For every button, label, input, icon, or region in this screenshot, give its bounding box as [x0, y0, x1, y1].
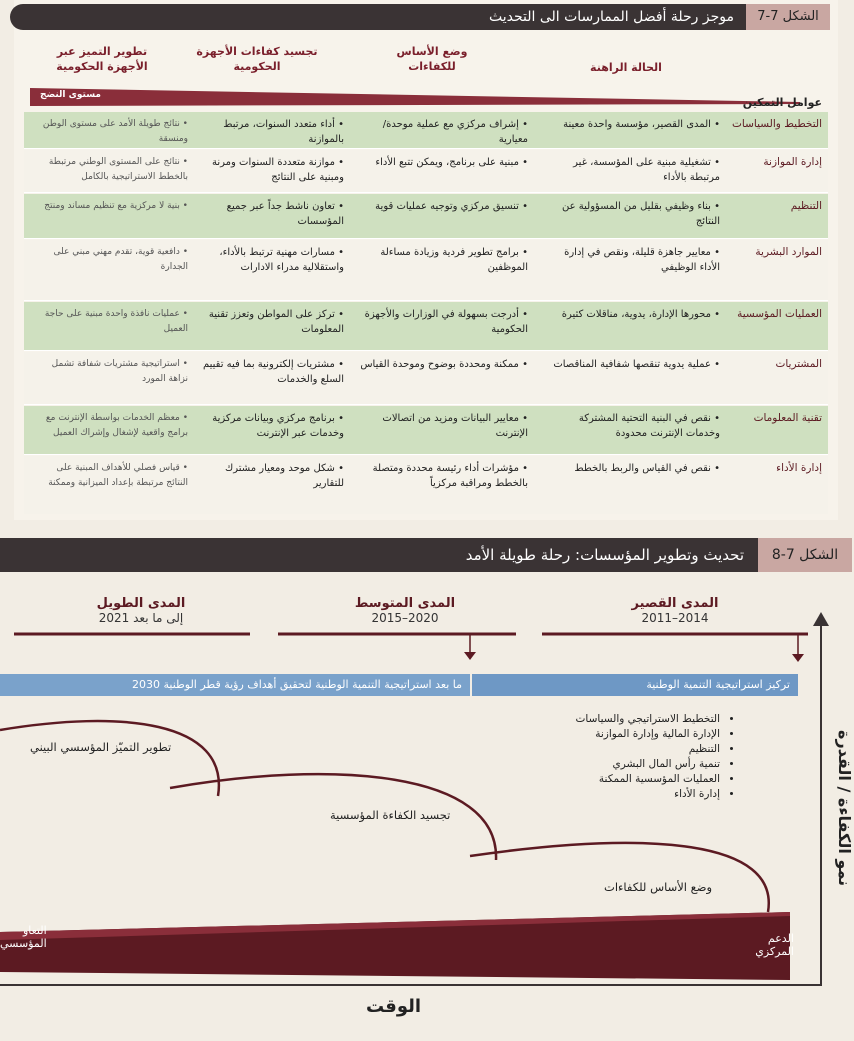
term-medium-title: المدى المتوسط [354, 596, 456, 611]
row-label: التخطيط والسياسات [732, 118, 822, 130]
x-axis [0, 984, 822, 986]
table-cell: • تعاون ناشط جداً عبر جميع المؤسسات [226, 201, 344, 227]
term-medium-years: 2020–2015 [371, 611, 439, 625]
focus-item: • إدارة الأداء [576, 787, 721, 802]
row-divider [24, 454, 828, 455]
figure-7-8-title: تحديث وتطوير المؤسسات: رحلة طويلة الأمد [465, 546, 744, 564]
table-cell: • استراتيجية مشتريات شفافة تشمل نزاهة المورد [51, 359, 188, 384]
table-cell: • موازنة متعددة السنوات ومرنة ومبنية على النتائج [212, 157, 344, 183]
table-row [24, 456, 828, 514]
table-cell: • نتائج على المستوى الوطني مرتبطة بالخطط الاستراتيجية بالكامل [48, 157, 188, 182]
table-cell: • برنامج مركزي وبيانات مركزية وخدمات عبر الإنترنت [212, 413, 344, 439]
table-cell: • عملية يدوية تنقصها شفافية المناقصات [553, 359, 720, 370]
column-header-foundation: وضع الأساس للكفاءات [396, 45, 468, 73]
table-row [24, 150, 828, 192]
term-short-years: 2014–2011 [641, 611, 709, 625]
y-axis-label: نمو الكفاءة / القدرة [835, 730, 854, 887]
table-cell: • ممكنة ومحددة بوضوح وموحدة القياس [360, 359, 528, 370]
table-cell: • برامج تطوير فردية وزيادة مساءلة الموظفين [380, 247, 528, 273]
table-cell: • محورها الإدارة، يدوية، مناقلات كثيرة [561, 309, 720, 320]
focus-item: • التخطيط الاستراتيجي والسياسات [576, 712, 721, 727]
row-label: التنظيم [790, 200, 822, 212]
table-cell: • قياس فصلي للأهداف المبنية على النتائج مرتبطة بإعداد الميزانية وممكنة [48, 463, 188, 488]
table-cell: • دافعية قوية، تقدم مهني مبني على الجدارة [53, 247, 188, 272]
column-header-embodying: تجسيد كفاءات الأجهزة الحكومية [196, 45, 318, 73]
table-cell: • معايير البيانات ومزيد من اتصالات الإنترنت [382, 413, 528, 439]
x-axis-label: الوقت [366, 996, 422, 1017]
row-divider [24, 300, 828, 301]
focus-item: • العمليات المؤسسية الممكنة [576, 772, 721, 787]
table-cell: • مؤشرات أداء رئيسة محددة ومتصلة بالخطط ومراقبة مركزياً [372, 463, 528, 489]
table-cell: • عمليات نافذة واحدة مبنية على حاجة العميل [44, 309, 188, 334]
table-cell: • المدى القصير، مؤسسة واحدة معينة [563, 119, 720, 130]
table-cell: • نقص في القياس والربط بالخطط [574, 463, 720, 474]
table-cell: • معايير جاهزة قليلة، ونقص في إدارة الأداء الوظيفي [564, 247, 720, 273]
term-long-years: إلى ما بعد 2021 [98, 611, 184, 625]
institutional-cooperation-label: التعاو المؤسسي [0, 924, 47, 950]
maturity-label: مستوى النضج [40, 90, 101, 100]
y-axis-arrow-icon [813, 612, 829, 626]
table-cell: • مشتريات إلكترونية بما فيه تقييم السلع والخدمات [202, 359, 344, 385]
term-long-title: المدى الطويل [96, 596, 186, 611]
row-divider [24, 350, 828, 351]
row-label: الموارد البشرية [755, 246, 822, 258]
curve-excellence-label: تطوير التميّز المؤسسي البيني [30, 740, 172, 754]
table-cell: • أدرجت بسهولة في الوزارات والأجهزة الحكومية [364, 309, 528, 335]
row-divider [24, 238, 828, 239]
row-label: المشتريات [775, 358, 822, 370]
column-header-current: الحالة الراهنة [590, 61, 662, 74]
row-label: العمليات المؤسسية [737, 308, 822, 320]
table-row [24, 406, 828, 454]
table-cell: • تنسيق مركزي وتوجيه عمليات قوية [375, 201, 528, 212]
figure-7-8-tag: الشكل 7-8 [758, 538, 852, 572]
table-row [24, 240, 828, 300]
central-support-label: الدعم المركزي [755, 932, 794, 958]
row-divider [24, 192, 828, 193]
table-cell: • نقص في البنية التحتية المشتركة وخدمات الإنترنت محدودة [578, 413, 720, 439]
table-cell: • شكل موحد ومعيار مشترك للتقارير [225, 463, 344, 489]
focus-item: • التنظيم [576, 742, 721, 757]
row-label: تقنية المعلومات [753, 412, 822, 424]
row-label: إدارة الأداء [776, 462, 822, 474]
table-cell: • معظم الخدمات بواسطة الإنترنت مع برامج واقعية لإشغال وإشراك العميل [45, 413, 188, 438]
column-header-excellence: تطوير التميز عبر الأجهزة الحكومية [56, 45, 148, 73]
table-cell: • تركز على المواطن وتعزز تقنية المعلومات [208, 309, 344, 335]
maturity-wedge [30, 86, 800, 108]
table-cell: • تشغيلية مبنية على المؤسسة، غير مرتبطة بالأداء [573, 157, 720, 183]
figure-7-7-title: موجز رحلة أفضل الممارسات الى التحديث [488, 9, 734, 25]
figure-7-7-header [10, 4, 830, 30]
row-divider [24, 404, 828, 405]
table-cell: • مبنية على برنامج، ويمكن تتبع الأداء [375, 157, 528, 168]
curve-efficiency-label: تجسيد الكفاءة المؤسسية [330, 808, 451, 822]
term-medium [330, 596, 480, 625]
row-divider [24, 148, 828, 149]
curve-foundation-label: وضع الأساس للكفاءات [604, 880, 713, 894]
row-label: إدارة الموازنة [763, 156, 822, 168]
table-cell: • مسارات مهنية ترتبط بالأداء، واستقلالية مدراء الادارات [219, 247, 344, 273]
table-cell: • بنية لا مركزية مع تنظيم مساند ومنتج [44, 201, 188, 211]
table-row [24, 194, 828, 238]
term-short [600, 596, 750, 625]
figure-7-8-header [0, 538, 852, 572]
figure-7-7-tag: الشكل 7-7 [746, 4, 830, 30]
table-row [24, 112, 828, 148]
table-cell: • إشراف مركزي مع عملية موحدة/معيارية [382, 119, 528, 145]
nds-focus-band: تركيز استراتيجية التنمية الوطنية [472, 674, 798, 696]
table-cell: • نتائج طويلة الأمد على مستوى الوطن ومنسقة [42, 119, 188, 144]
term-long [66, 596, 216, 625]
table-row [24, 352, 828, 404]
focus-item: • الإدارة المالية وإدارة الموازنة [576, 727, 721, 742]
table-row [24, 302, 828, 350]
timeline-arrows [0, 630, 852, 670]
term-short-title: المدى القصير [631, 596, 719, 611]
table-cell: • بناء وظيفي بقليل من المسؤولية عن النتائج [562, 201, 720, 227]
table-cell: • أداء متعدد السنوات، مرتبط بالموازنة [223, 119, 344, 145]
focus-item: • تنمية رأس المال البشري [576, 757, 721, 772]
enablers-label: عوامل التمكين [742, 96, 822, 109]
beyond-nds-band: ما بعد استراتيجية التنمية الوطنية لتحقيق أهداف رؤية قطر الوطنية 2030 [0, 674, 470, 696]
